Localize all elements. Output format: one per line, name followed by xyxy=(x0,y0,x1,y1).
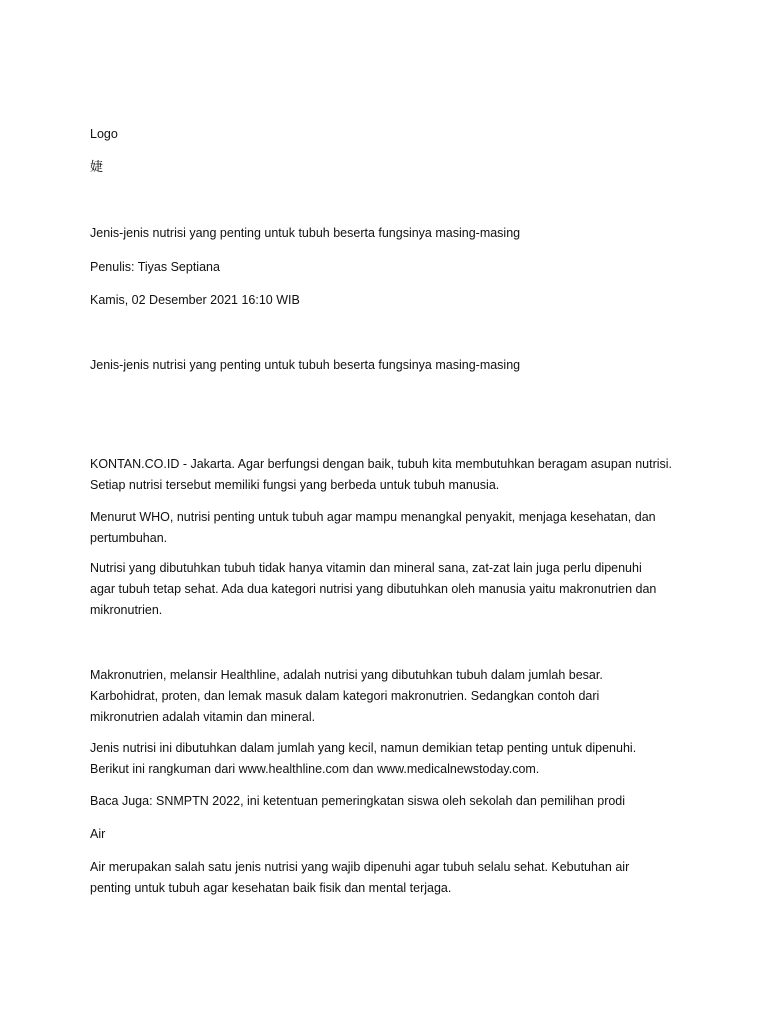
paragraph-line: Menurut WHO, nutrisi penting untuk tubuh agar mampu menangkal penyakit, menjaga kesehatan, dan xyxy=(90,510,656,524)
article-subtitle: Jenis-jenis nutrisi yang penting untuk tubuh beserta fungsinya masing-masing xyxy=(90,358,521,372)
paragraph xyxy=(90,558,690,621)
paragraph-line: Baca Juga: SNMPTN 2022, ini ketentuan pemeringkatan siswa oleh sekolah dan pemilihan prodi xyxy=(90,794,626,808)
article-title: Jenis-jenis nutrisi yang penting untuk tubuh beserta fungsinya masing-masing xyxy=(90,226,521,240)
paragraph-line: Jenis nutrisi ini dibutuhkan dalam jumlah yang kecil, namun demikian tetap penting untuk dipenuhi. xyxy=(90,741,637,755)
section-heading xyxy=(90,824,690,845)
paragraph-line: pertumbuhan. xyxy=(90,531,168,545)
paragraph-line: Berikut ini rangkuman dari www.healthline.com dan www.medicalnewstoday.com. xyxy=(90,762,540,776)
logo-glyph: 婕 xyxy=(90,160,104,175)
paragraph xyxy=(90,454,690,496)
paragraph-line: Nutrisi yang dibutuhkan tubuh tidak hanya vitamin dan mineral sana, zat-zat lain juga perlu dipenuhi xyxy=(90,561,642,575)
paragraph-line: mikronutrien adalah vitamin dan mineral. xyxy=(90,710,316,724)
paragraph-line: penting untuk tubuh agar kesehatan baik fisik dan mental terjaga. xyxy=(90,881,452,895)
paragraph xyxy=(90,507,690,549)
paragraph-line: mikronutrien. xyxy=(90,603,163,617)
logo-label: Logo xyxy=(90,127,118,141)
paragraph-line: Air xyxy=(90,827,106,841)
paragraph-line: Setiap nutrisi tersebut memiliki fungsi yang berbeda untuk tubuh manusia. xyxy=(90,478,500,492)
paragraph xyxy=(90,738,690,780)
paragraph-line: Karbohidrat, proten, dan lemak masuk dalam kategori makronutrien. Sedangkan contoh dari xyxy=(90,689,600,703)
paragraph-line: KONTAN.CO.ID - Jakarta. Agar berfungsi dengan baik, tubuh kita membutuhkan beragam asupan nutrisi. xyxy=(90,457,673,471)
paragraph xyxy=(90,857,690,899)
paragraph-line: agar tubuh tetap sehat. Ada dua kategori nutrisi yang dibutuhkan oleh manusia yaitu makronutrien dan xyxy=(90,582,657,596)
paragraph-line: Makronutrien, melansir Healthline, adalah nutrisi yang dibutuhkan tubuh dalam jumlah besar. xyxy=(90,668,603,682)
article-date: Kamis, 02 Desember 2021 16:10 WIB xyxy=(90,293,300,307)
paragraph-line: Air merupakan salah satu jenis nutrisi yang wajib dipenuhi agar tubuh selalu sehat. Kebutuhan air xyxy=(90,860,630,874)
read-also-line xyxy=(90,791,690,812)
paragraph xyxy=(90,665,690,728)
article-author: Penulis: Tiyas Septiana xyxy=(90,260,220,274)
